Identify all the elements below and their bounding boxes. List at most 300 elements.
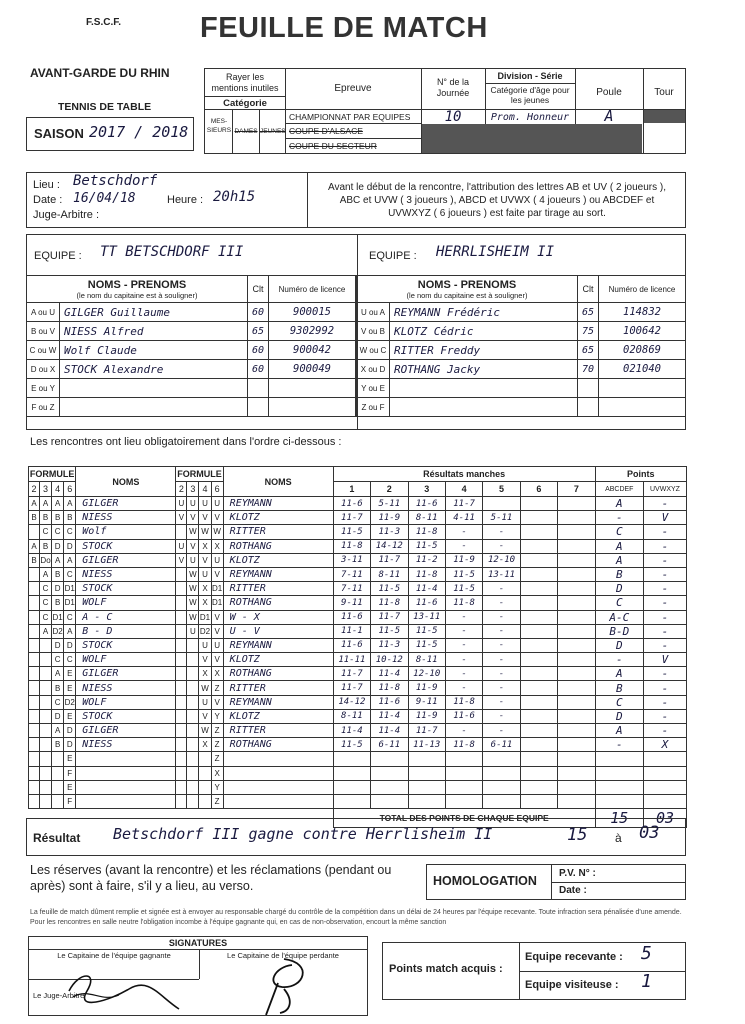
- set-score-cell[interactable]: 11-13: [408, 738, 445, 752]
- set-score-cell[interactable]: 12-10: [483, 553, 520, 567]
- set-score-cell[interactable]: 11-6: [333, 497, 370, 511]
- season-value[interactable]: 2017 / 2018: [89, 123, 189, 141]
- home-player-cell[interactable]: GILGER: [76, 667, 176, 681]
- home-point-cell[interactable]: -: [595, 653, 643, 667]
- set-score-cell[interactable]: 11-5: [445, 567, 482, 581]
- set-score-cell[interactable]: 11-5: [371, 582, 408, 596]
- home-point-cell[interactable]: A: [595, 539, 643, 553]
- set-score-cell[interactable]: 11-8: [408, 567, 445, 581]
- set-score-cell[interactable]: [371, 794, 408, 808]
- player-licence[interactable]: [269, 398, 356, 417]
- set-score-cell[interactable]: [408, 794, 445, 808]
- result-score-away[interactable]: 03: [639, 823, 660, 843]
- set-score-cell[interactable]: [558, 695, 595, 709]
- away-player-cell[interactable]: [223, 794, 333, 808]
- away-player-cell[interactable]: [223, 752, 333, 766]
- home-point-cell[interactable]: A: [595, 724, 643, 738]
- away-point-cell[interactable]: -: [643, 724, 686, 738]
- set-score-cell[interactable]: -: [483, 709, 520, 723]
- set-score-cell[interactable]: 5-11: [371, 497, 408, 511]
- set-score-cell[interactable]: [520, 610, 557, 624]
- player-name[interactable]: [390, 379, 578, 398]
- home-point-cell[interactable]: D: [595, 709, 643, 723]
- home-player-cell[interactable]: WOLF: [76, 695, 176, 709]
- set-score-cell[interactable]: 3-11: [333, 553, 370, 567]
- set-score-cell[interactable]: 11-7: [371, 610, 408, 624]
- set-score-cell[interactable]: [558, 709, 595, 723]
- home-points-value[interactable]: 5: [641, 943, 652, 964]
- home-player-cell[interactable]: Wolf: [76, 525, 176, 539]
- player-licence[interactable]: 020869: [599, 341, 686, 360]
- home-player-cell[interactable]: WOLF: [76, 596, 176, 610]
- set-score-cell[interactable]: 10-12: [371, 653, 408, 667]
- set-score-cell[interactable]: 5-11: [483, 511, 520, 525]
- player-licence[interactable]: [599, 398, 686, 417]
- home-player-cell[interactable]: WOLF: [76, 653, 176, 667]
- player-licence[interactable]: 900042: [269, 341, 356, 360]
- set-score-cell[interactable]: -: [483, 681, 520, 695]
- set-score-cell[interactable]: [558, 582, 595, 596]
- set-score-cell[interactable]: [520, 681, 557, 695]
- set-score-cell[interactable]: 11-6: [408, 497, 445, 511]
- player-licence[interactable]: [269, 379, 356, 398]
- set-score-cell[interactable]: 11-8: [445, 738, 482, 752]
- away-point-cell[interactable]: -: [643, 567, 686, 581]
- set-score-cell[interactable]: [520, 553, 557, 567]
- set-score-cell[interactable]: [445, 752, 482, 766]
- home-point-cell[interactable]: D: [595, 638, 643, 652]
- player-name[interactable]: [60, 398, 248, 417]
- home-player-cell[interactable]: NIESS: [76, 681, 176, 695]
- home-point-cell[interactable]: [595, 780, 643, 794]
- set-score-cell[interactable]: -: [483, 596, 520, 610]
- set-score-cell[interactable]: [520, 511, 557, 525]
- set-score-cell[interactable]: [520, 638, 557, 652]
- set-score-cell[interactable]: 11-8: [445, 596, 482, 610]
- set-score-cell[interactable]: [483, 780, 520, 794]
- set-score-cell[interactable]: [520, 738, 557, 752]
- home-player-cell[interactable]: NIESS: [76, 567, 176, 581]
- set-score-cell[interactable]: 8-11: [408, 653, 445, 667]
- player-licence[interactable]: 900015: [269, 303, 356, 322]
- set-score-cell[interactable]: -: [445, 624, 482, 638]
- division-value[interactable]: Prom. Honneur: [490, 112, 570, 123]
- player-clt[interactable]: 75: [578, 322, 599, 341]
- total-away[interactable]: 03: [643, 809, 686, 828]
- away-player-cell[interactable]: KLOTZ: [223, 653, 333, 667]
- set-score-cell[interactable]: 11-8: [333, 539, 370, 553]
- set-score-cell[interactable]: 11-5: [408, 624, 445, 638]
- set-score-cell[interactable]: 13-11: [408, 610, 445, 624]
- player-name[interactable]: NIESS Alfred: [60, 322, 248, 341]
- home-player-cell[interactable]: GILGER: [76, 497, 176, 511]
- home-player-cell[interactable]: GILGER: [76, 553, 176, 567]
- set-score-cell[interactable]: 9-11: [333, 596, 370, 610]
- set-score-cell[interactable]: 11-6: [371, 695, 408, 709]
- away-player-cell[interactable]: ROTHANG: [223, 539, 333, 553]
- home-point-cell[interactable]: [595, 752, 643, 766]
- away-player-cell[interactable]: RITTER: [223, 681, 333, 695]
- set-score-cell[interactable]: -: [445, 681, 482, 695]
- away-points-value[interactable]: 1: [641, 971, 652, 992]
- away-point-cell[interactable]: [643, 766, 686, 780]
- set-score-cell[interactable]: -: [483, 638, 520, 652]
- player-name[interactable]: STOCK Alexandre: [60, 360, 248, 379]
- set-score-cell[interactable]: [483, 497, 520, 511]
- home-player-cell[interactable]: GILGER: [76, 724, 176, 738]
- set-score-cell[interactable]: [483, 752, 520, 766]
- set-score-cell[interactable]: -: [445, 653, 482, 667]
- set-score-cell[interactable]: 11-3: [371, 525, 408, 539]
- set-score-cell[interactable]: [520, 667, 557, 681]
- heure-value[interactable]: 20h15: [213, 189, 256, 205]
- player-clt[interactable]: [248, 398, 269, 417]
- set-score-cell[interactable]: 11-7: [445, 497, 482, 511]
- set-score-cell[interactable]: 11-11: [333, 653, 370, 667]
- away-point-cell[interactable]: X: [643, 738, 686, 752]
- set-score-cell[interactable]: [558, 738, 595, 752]
- set-score-cell[interactable]: 11-3: [371, 638, 408, 652]
- set-score-cell[interactable]: [520, 653, 557, 667]
- epreuve-coupe-secteur: COUPE DU SECTEUR: [289, 141, 377, 151]
- set-score-cell[interactable]: 11-9: [408, 709, 445, 723]
- away-player-cell[interactable]: REYMANN: [223, 497, 333, 511]
- set-score-cell[interactable]: 7-11: [333, 582, 370, 596]
- home-point-cell[interactable]: A: [595, 553, 643, 567]
- set-score-cell[interactable]: 8-11: [408, 511, 445, 525]
- home-point-cell[interactable]: B-D: [595, 624, 643, 638]
- set-score-cell[interactable]: 12-10: [408, 667, 445, 681]
- set-score-cell[interactable]: 11-9: [408, 681, 445, 695]
- set-score-cell[interactable]: [371, 780, 408, 794]
- home-point-cell[interactable]: -: [595, 511, 643, 525]
- set-score-cell[interactable]: 7-11: [333, 567, 370, 581]
- away-player-cell[interactable]: KLOTZ: [223, 553, 333, 567]
- away-player-cell[interactable]: ROTHANG: [223, 738, 333, 752]
- home-player-cell[interactable]: STOCK: [76, 709, 176, 723]
- home-player-cell[interactable]: [76, 780, 176, 794]
- set-score-cell[interactable]: [520, 539, 557, 553]
- home-player-cell[interactable]: STOCK: [76, 582, 176, 596]
- formule-cell: B: [40, 539, 52, 553]
- set-score-cell[interactable]: [558, 511, 595, 525]
- home-player-cell[interactable]: A - C: [76, 610, 176, 624]
- home-point-cell[interactable]: D: [595, 582, 643, 596]
- player-clt[interactable]: 65: [248, 322, 269, 341]
- player-clt[interactable]: [578, 379, 599, 398]
- home-point-cell[interactable]: A-C: [595, 610, 643, 624]
- set-score-cell[interactable]: [408, 766, 445, 780]
- set-score-cell[interactable]: 11-8: [371, 596, 408, 610]
- player-name[interactable]: REYMANN Frédéric: [390, 303, 578, 322]
- match-row: [29, 596, 687, 610]
- home-point-cell[interactable]: A: [595, 497, 643, 511]
- set-score-cell[interactable]: [558, 596, 595, 610]
- away-player-cell[interactable]: REYMANN: [223, 695, 333, 709]
- set-score-cell[interactable]: [558, 752, 595, 766]
- set-score-cell[interactable]: [483, 766, 520, 780]
- set-score-cell[interactable]: [520, 567, 557, 581]
- set-score-cell[interactable]: [520, 780, 557, 794]
- player-licence[interactable]: 021040: [599, 360, 686, 379]
- set-score-cell[interactable]: -: [445, 667, 482, 681]
- away-point-cell[interactable]: -: [643, 667, 686, 681]
- player-name[interactable]: RITTER Freddy: [390, 341, 578, 360]
- set-score-cell[interactable]: 6-11: [371, 738, 408, 752]
- set-score-cell[interactable]: -: [483, 525, 520, 539]
- home-point-cell[interactable]: C: [595, 525, 643, 539]
- player-clt[interactable]: 70: [578, 360, 599, 379]
- set-score-cell[interactable]: [558, 653, 595, 667]
- set-score-cell[interactable]: [558, 525, 595, 539]
- away-point-cell[interactable]: -: [643, 638, 686, 652]
- player-name[interactable]: KLOTZ Cédric: [390, 322, 578, 341]
- set-score-cell[interactable]: -: [445, 610, 482, 624]
- player-clt[interactable]: 65: [578, 303, 599, 322]
- home-point-cell[interactable]: B: [595, 681, 643, 695]
- set-score-cell[interactable]: [558, 553, 595, 567]
- player-name[interactable]: GILGER Guillaume: [60, 303, 248, 322]
- result-score-home[interactable]: 15: [567, 825, 588, 845]
- set-score-cell[interactable]: 11-4: [371, 724, 408, 738]
- poule-value[interactable]: A: [604, 107, 614, 125]
- away-point-cell[interactable]: -: [643, 553, 686, 567]
- away-player-cell[interactable]: RITTER: [223, 525, 333, 539]
- set-score-cell[interactable]: 11-7: [333, 511, 370, 525]
- set-score-cell[interactable]: 9-11: [408, 695, 445, 709]
- player-name[interactable]: [60, 379, 248, 398]
- player-clt[interactable]: [248, 379, 269, 398]
- away-point-cell[interactable]: -: [643, 596, 686, 610]
- set-score-cell[interactable]: 11-6: [333, 638, 370, 652]
- set-score-cell[interactable]: 11-5: [333, 738, 370, 752]
- set-score-cell[interactable]: [520, 766, 557, 780]
- home-point-cell[interactable]: A: [595, 667, 643, 681]
- away-point-cell[interactable]: -: [643, 539, 686, 553]
- away-point-cell[interactable]: -: [643, 525, 686, 539]
- set-score-cell[interactable]: [558, 539, 595, 553]
- away-player-cell[interactable]: ROTHANG: [223, 667, 333, 681]
- away-player-cell[interactable]: ROTHANG: [223, 596, 333, 610]
- formule-col: 2: [176, 482, 187, 497]
- set-score-cell[interactable]: [333, 766, 370, 780]
- set-score-cell[interactable]: -: [483, 582, 520, 596]
- set-score-cell[interactable]: 11-8: [371, 681, 408, 695]
- player-clt[interactable]: [578, 398, 599, 417]
- away-team-name[interactable]: HERRLISHEIM II: [436, 244, 555, 260]
- set-score-cell[interactable]: 14-12: [333, 695, 370, 709]
- set-score-cell[interactable]: [558, 567, 595, 581]
- set-score-cell[interactable]: [520, 582, 557, 596]
- formule-cell: A: [52, 724, 64, 738]
- home-player-cell[interactable]: STOCK: [76, 539, 176, 553]
- home-point-cell[interactable]: [595, 794, 643, 808]
- player-name[interactable]: Wolf Claude: [60, 341, 248, 360]
- set-score-cell[interactable]: 11-5: [371, 624, 408, 638]
- date-value[interactable]: 16/04/18: [73, 191, 136, 206]
- away-player-cell[interactable]: KLOTZ: [223, 709, 333, 723]
- set-score-cell[interactable]: 11-5: [408, 539, 445, 553]
- set-score-cell[interactable]: [333, 780, 370, 794]
- away-player-cell[interactable]: RITTER: [223, 582, 333, 596]
- set-score-cell[interactable]: [558, 681, 595, 695]
- set-score-cell[interactable]: [558, 667, 595, 681]
- result-text[interactable]: Betschdorf III gagne contre Herrlisheim II: [113, 825, 493, 843]
- away-point-cell[interactable]: [643, 780, 686, 794]
- home-point-cell[interactable]: C: [595, 596, 643, 610]
- home-player-cell[interactable]: NIESS: [76, 511, 176, 525]
- home-player-cell[interactable]: NIESS: [76, 738, 176, 752]
- home-point-cell[interactable]: -: [595, 738, 643, 752]
- formule-cell: X: [211, 667, 223, 681]
- away-point-cell[interactable]: -: [643, 695, 686, 709]
- set-score-cell[interactable]: -: [445, 638, 482, 652]
- set-score-cell[interactable]: 11-9: [445, 553, 482, 567]
- player-licence[interactable]: 100642: [599, 322, 686, 341]
- set-score-cell[interactable]: -: [483, 695, 520, 709]
- away-point-cell[interactable]: V: [643, 511, 686, 525]
- away-player-cell[interactable]: KLOTZ: [223, 511, 333, 525]
- set-score-cell[interactable]: 11-7: [371, 553, 408, 567]
- player-clt[interactable]: 60: [248, 360, 269, 379]
- away-player-cell[interactable]: [223, 780, 333, 794]
- set-score-cell[interactable]: 4-11: [445, 511, 482, 525]
- set-score-cell[interactable]: [333, 794, 370, 808]
- set-score-cell[interactable]: [520, 709, 557, 723]
- home-player-cell[interactable]: [76, 794, 176, 808]
- set-score-cell[interactable]: [408, 780, 445, 794]
- home-point-cell[interactable]: B: [595, 567, 643, 581]
- set-score-cell[interactable]: [558, 794, 595, 808]
- away-point-cell[interactable]: -: [643, 497, 686, 511]
- away-player-cell[interactable]: REYMANN: [223, 567, 333, 581]
- set-score-cell[interactable]: 11-5: [333, 525, 370, 539]
- set-score-cell[interactable]: 11-6: [333, 610, 370, 624]
- set-score-cell[interactable]: [520, 794, 557, 808]
- away-point-cell[interactable]: [643, 794, 686, 808]
- set-score-cell[interactable]: [520, 752, 557, 766]
- home-player-cell[interactable]: [76, 752, 176, 766]
- set-score-cell[interactable]: -: [483, 724, 520, 738]
- set-score-cell[interactable]: [445, 766, 482, 780]
- away-point-cell[interactable]: -: [643, 610, 686, 624]
- set-score-cell[interactable]: [371, 752, 408, 766]
- set-score-cell[interactable]: [371, 766, 408, 780]
- away-player-cell[interactable]: RITTER: [223, 724, 333, 738]
- set-score-cell[interactable]: [445, 794, 482, 808]
- set-score-cell[interactable]: 14-12: [371, 539, 408, 553]
- home-point-cell[interactable]: [595, 766, 643, 780]
- set-score-cell[interactable]: 11-6: [408, 596, 445, 610]
- set-score-cell[interactable]: [558, 780, 595, 794]
- set-score-cell[interactable]: -: [445, 525, 482, 539]
- set-score-cell[interactable]: -: [483, 653, 520, 667]
- set-score-cell[interactable]: 11-1: [333, 624, 370, 638]
- player-name[interactable]: ROTHANG Jacky: [390, 360, 578, 379]
- set-score-cell[interactable]: 11-7: [333, 681, 370, 695]
- set-score-cell[interactable]: -: [445, 724, 482, 738]
- set-score-cell[interactable]: 8-11: [371, 567, 408, 581]
- player-licence[interactable]: [599, 379, 686, 398]
- away-point-cell[interactable]: [643, 752, 686, 766]
- set-score-cell[interactable]: [520, 724, 557, 738]
- home-team-name[interactable]: TT BETSCHDORF III: [100, 244, 244, 260]
- set-score-cell[interactable]: [520, 497, 557, 511]
- player-clt[interactable]: 60: [248, 341, 269, 360]
- set-score-cell[interactable]: 6-11: [483, 738, 520, 752]
- total-home[interactable]: 15: [595, 809, 643, 828]
- away-point-cell[interactable]: V: [643, 653, 686, 667]
- set-score-cell[interactable]: 13-11: [483, 567, 520, 581]
- set-score-cell[interactable]: -: [483, 610, 520, 624]
- home-point-cell[interactable]: C: [595, 695, 643, 709]
- set-score-cell[interactable]: [520, 695, 557, 709]
- away-point-cell[interactable]: -: [643, 681, 686, 695]
- home-player-cell[interactable]: B - D: [76, 624, 176, 638]
- set-score-cell[interactable]: -: [483, 667, 520, 681]
- set-score-cell[interactable]: 11-4: [408, 582, 445, 596]
- home-player-cell[interactable]: [76, 766, 176, 780]
- player-clt[interactable]: 60: [248, 303, 269, 322]
- player-licence[interactable]: 9302992: [269, 322, 356, 341]
- set-score-cell[interactable]: 11-7: [408, 724, 445, 738]
- set-score-cell[interactable]: 8-11: [333, 709, 370, 723]
- away-point-cell[interactable]: -: [643, 624, 686, 638]
- player-licence[interactable]: 114832: [599, 303, 686, 322]
- away-player-cell[interactable]: REYMANN: [223, 638, 333, 652]
- away-point-cell[interactable]: -: [643, 709, 686, 723]
- set-score-cell[interactable]: [558, 724, 595, 738]
- away-player-cell[interactable]: [223, 766, 333, 780]
- set-score-cell[interactable]: 11-8: [408, 525, 445, 539]
- journee-value[interactable]: 10: [444, 109, 462, 125]
- home-player-cell[interactable]: STOCK: [76, 638, 176, 652]
- set-score-cell[interactable]: [520, 596, 557, 610]
- away-point-cell[interactable]: -: [643, 582, 686, 596]
- set-score-cell[interactable]: [445, 780, 482, 794]
- set-score-cell[interactable]: [558, 766, 595, 780]
- set-score-cell[interactable]: [558, 624, 595, 638]
- set-score-cell[interactable]: [520, 624, 557, 638]
- set-score-cell[interactable]: [333, 752, 370, 766]
- set-score-cell[interactable]: [558, 638, 595, 652]
- set-score-cell[interactable]: 11-2: [408, 553, 445, 567]
- set-score-cell[interactable]: -: [483, 539, 520, 553]
- player-name[interactable]: [390, 398, 578, 417]
- away-player-cell[interactable]: W - X: [223, 610, 333, 624]
- set-score-cell[interactable]: 11-8: [445, 695, 482, 709]
- set-score-cell[interactable]: [483, 794, 520, 808]
- set-score-cell[interactable]: 11-7: [333, 667, 370, 681]
- player-clt[interactable]: 65: [578, 341, 599, 360]
- set-score-cell[interactable]: [558, 610, 595, 624]
- set-score-cell[interactable]: 11-4: [371, 709, 408, 723]
- set-score-cell[interactable]: 11-5: [408, 638, 445, 652]
- set-score-cell[interactable]: 11-5: [445, 582, 482, 596]
- set-score-cell[interactable]: 11-4: [371, 667, 408, 681]
- set-score-cell[interactable]: 11-9: [371, 511, 408, 525]
- set-score-cell[interactable]: -: [445, 539, 482, 553]
- lieu-value[interactable]: Betschdorf: [73, 173, 158, 189]
- set-score-cell[interactable]: 11-6: [445, 709, 482, 723]
- away-player-cell[interactable]: U - V: [223, 624, 333, 638]
- set-score-cell[interactable]: [558, 497, 595, 511]
- set-score-cell[interactable]: [520, 525, 557, 539]
- set-score-cell[interactable]: 11-4: [333, 724, 370, 738]
- set-score-cell[interactable]: [408, 752, 445, 766]
- set-score-cell[interactable]: -: [483, 624, 520, 638]
- player-licence[interactable]: 900049: [269, 360, 356, 379]
